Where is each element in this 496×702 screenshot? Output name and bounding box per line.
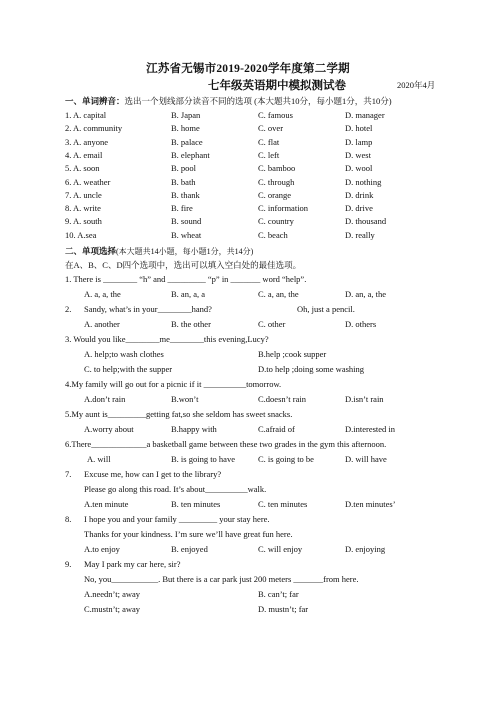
option-a: A. a, a, the — [84, 289, 121, 299]
option-d: D.isn’t rain — [345, 394, 384, 404]
phonetic-option-d: D. hotel — [345, 123, 373, 134]
question-7-options — [65, 499, 465, 511]
option-c: C. will enjoy — [258, 544, 303, 554]
phonetics-row — [65, 137, 465, 149]
question-8-options — [65, 544, 465, 556]
option-d: D. an, a, the — [345, 289, 387, 299]
option-b: B. enjoyed — [171, 544, 208, 554]
question-9 — [65, 559, 465, 571]
question-1: 1. There is ________ “h” and _________ “p” in _______ word “help”. — [65, 274, 307, 284]
phonetic-option-c: C. beach — [258, 229, 288, 240]
phonetic-option-b: B. fire — [171, 203, 193, 214]
question-9-options-ab — [65, 589, 465, 601]
phonetics-row — [65, 177, 465, 189]
phonetic-option-d: D. lamp — [345, 136, 373, 147]
question-7 — [65, 469, 465, 481]
exam-title: 江苏省无锡市2019-2020学年度第二学期 — [146, 63, 350, 75]
option-a: A. help;to wash clothes — [84, 349, 164, 359]
question-2-options — [65, 319, 465, 331]
phonetics-row — [65, 230, 465, 242]
section-1-instruction: 选出一个划线部分读音不同的选项 (本大题共10分，每小题1分，共10分) — [124, 96, 392, 106]
exam-subtitle: 七年级英语期中模拟测试卷 — [208, 80, 346, 92]
phonetic-option-b: B. bath — [171, 176, 196, 187]
question-5-options — [65, 424, 465, 436]
phonetic-option-a: 4. A. email — [65, 149, 103, 160]
phonetic-option-a: 1. A. capital — [65, 110, 107, 120]
phonetic-option-b: B. pool — [171, 163, 197, 174]
phonetics-row — [65, 150, 465, 162]
option-d: D. enjoying — [345, 544, 386, 554]
phonetic-option-c: C. country — [258, 216, 294, 227]
option-b: B.won’t — [171, 394, 199, 404]
option-d: D. others — [345, 319, 377, 329]
option-c: C. to help;with the supper — [84, 364, 173, 374]
question-8-number: 8. — [65, 514, 72, 524]
phonetic-option-a: 3. A. anyone — [65, 136, 108, 147]
option-d: D. will have — [345, 454, 387, 464]
question-4: 4.My family will go out for a picnic if it __________tomorrow. — [65, 379, 282, 389]
section-2-instruction: 在A、B、C、D四个选项中，选出可以填入空白处的最佳选项。 — [65, 260, 302, 270]
option-a: A. another — [84, 319, 120, 329]
question-8 — [65, 514, 465, 526]
question-9-text: May I park my car here, sir? — [84, 559, 181, 569]
option-b: B.help ;cook supper — [258, 349, 327, 359]
phonetics-row — [65, 163, 465, 175]
option-b: B. an, a, a — [171, 289, 205, 299]
phonetic-option-b: B. Japan — [171, 110, 201, 120]
phonetic-option-a: 2. A. community — [65, 123, 123, 134]
phonetic-option-c: C. flat — [258, 136, 280, 147]
phonetic-option-d: D. nothing — [345, 176, 382, 187]
phonetic-option-d: D. wool — [345, 163, 373, 174]
phonetic-option-b: B. thank — [171, 189, 200, 200]
option-c: C.mustn’t; away — [84, 604, 141, 614]
phonetic-option-c: C. famous — [258, 110, 293, 120]
question-2-reply: Oh, just a pencil. — [297, 304, 355, 314]
phonetic-option-b: B. sound — [171, 216, 202, 227]
phonetic-option-d: D. west — [345, 149, 371, 160]
phonetic-option-b: B. elephant — [171, 149, 210, 160]
phonetic-option-a: 6. A. weather — [65, 176, 111, 187]
phonetic-option-d: D. drive — [345, 203, 373, 214]
option-d: D. mustn’t; far — [258, 604, 309, 614]
question-6-options — [65, 454, 465, 466]
option-c: C. a, an, the — [258, 289, 299, 299]
phonetic-option-c: C. information — [258, 203, 309, 214]
section-1-title: 一、单词辨音： — [65, 96, 125, 106]
phonetic-option-d: D. really — [345, 229, 375, 240]
phonetic-option-d: D. drink — [345, 189, 374, 200]
question-9-options-cd — [65, 604, 465, 616]
phonetic-option-a: 10. A.sea — [65, 229, 97, 240]
phonetic-option-c: C. bamboo — [258, 163, 296, 174]
phonetic-option-c: C. left — [258, 149, 280, 160]
question-9-number: 9. — [65, 559, 72, 569]
option-c: C. is going to be — [258, 454, 314, 464]
phonetic-option-c: C. orange — [258, 189, 292, 200]
phonetic-option-a: 8. A. write — [65, 203, 101, 214]
phonetic-option-c: C. over — [258, 123, 284, 134]
question-2-text: Sandy, what’s in your________hand? — [84, 304, 212, 314]
question-7-text: Excuse me, how can I get to the library? — [84, 469, 222, 479]
section-1-heading — [65, 95, 392, 107]
question-9-reply: No, you___________. But there is a car park just 200 meters _______from here. — [84, 574, 359, 584]
question-3-options-ab — [65, 349, 465, 361]
phonetic-option-d: D. manager — [345, 110, 385, 120]
phonetics-row — [65, 216, 465, 228]
option-c: C. other — [258, 319, 286, 329]
section-2-title: 二、单项选择 — [65, 246, 117, 256]
question-3-options-cd — [65, 364, 465, 376]
phonetics-row — [65, 203, 465, 215]
phonetic-option-d: D. thousand — [345, 216, 387, 227]
option-a: A.needn’t; away — [84, 589, 141, 599]
option-b: B.happy with — [171, 424, 217, 434]
option-b: B. is going to have — [171, 454, 235, 464]
option-d: D.interested in — [345, 424, 396, 434]
option-c: C. ten minutes — [258, 499, 308, 509]
phonetic-option-c: C. through — [258, 176, 295, 187]
phonetics-row — [65, 190, 465, 202]
question-5: 5.My aunt is_________getting fat,so she seldom has sweet snacks. — [65, 409, 293, 419]
question-6: 6.There_____________a basketball game between these two grades in the gym this afternoon. — [65, 439, 387, 449]
phonetic-option-b: B. home — [171, 123, 200, 134]
question-8-text: I hope you and your family _________ your stay here. — [84, 514, 270, 524]
option-b: B. the other — [171, 319, 211, 329]
option-a: A.don’t rain — [84, 394, 126, 404]
option-a: A.ten minute — [84, 499, 129, 509]
section-2-heading — [65, 245, 253, 257]
question-3: 3. Would you like________me________this evening,Lucy? — [65, 334, 269, 344]
phonetic-option-b: B. palace — [171, 136, 203, 147]
question-4-options — [65, 394, 465, 406]
option-c: C.doesn’t rain — [258, 394, 307, 404]
option-a: A.to enjoy — [84, 544, 120, 554]
phonetics-row — [65, 123, 465, 135]
option-b: B. ten minutes — [171, 499, 221, 509]
section-2-note: (本大题共14小题，每小题1分，共14分) — [116, 247, 254, 256]
question-7-reply: Please go along this road. It’s about__________walk. — [84, 484, 267, 494]
question-8-reply: Thanks for your kindness. I’m sure we’ll have great fun here. — [84, 529, 293, 539]
phonetic-option-a: 9. A. south — [65, 216, 102, 227]
option-a: A. will — [87, 454, 111, 464]
phonetics-row — [65, 110, 465, 122]
exam-date: 2020年4月 — [397, 80, 436, 90]
option-d: D.ten minutes’ — [345, 499, 396, 509]
option-c: C.afraid of — [258, 424, 295, 434]
question-1-options — [65, 289, 465, 301]
option-d: D.to help ;doing some washing — [258, 364, 365, 374]
phonetic-option-b: B. wheat — [171, 229, 202, 240]
phonetic-option-a: 7. A. uncle — [65, 189, 102, 200]
question-7-number: 7. — [65, 469, 72, 479]
phonetic-option-a: 5. A. soon — [65, 163, 100, 174]
question-2-number: 2. — [65, 304, 72, 314]
option-a: A.worry about — [84, 424, 134, 434]
option-b: B. can’t; far — [258, 589, 299, 599]
question-2 — [65, 304, 465, 316]
